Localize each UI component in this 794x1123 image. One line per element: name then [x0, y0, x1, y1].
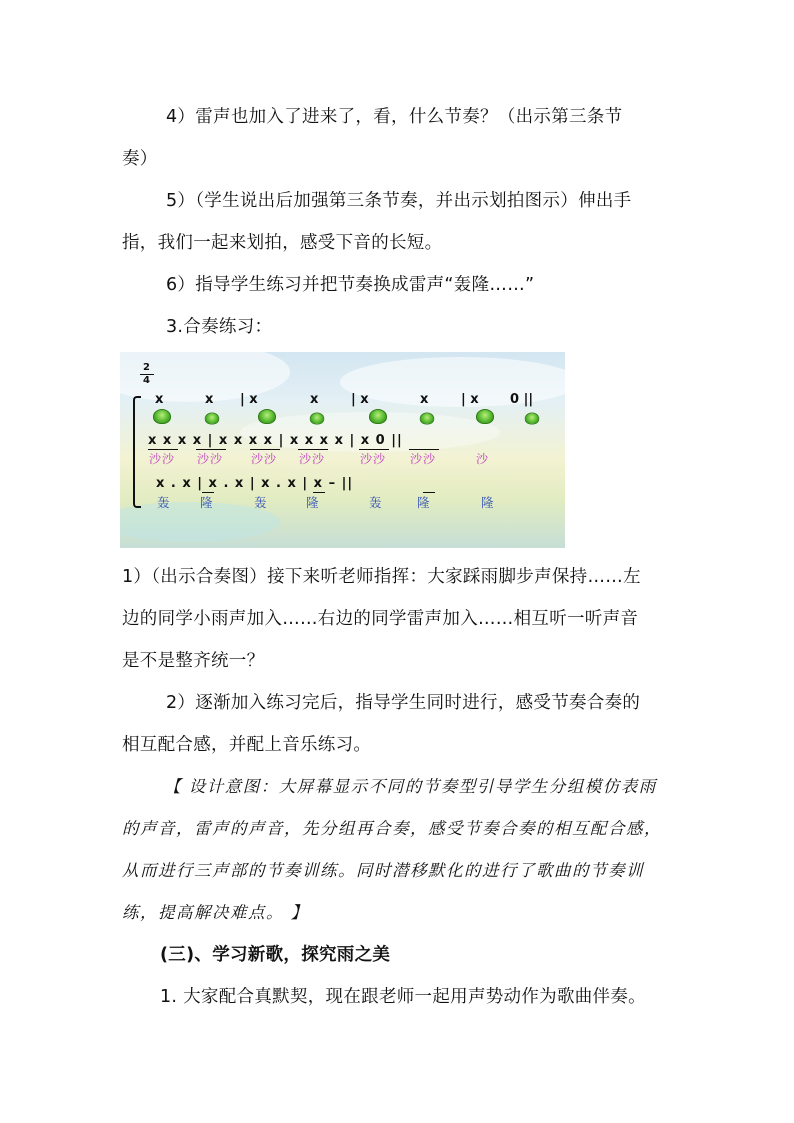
design-intent-line-2: 的声音，雷声的声音，先分组再合奏，感受节奏合奏的相互配合感， — [122, 819, 662, 838]
row1-note: x — [420, 392, 429, 407]
design-intent-line-4: 练，提高解决难点。 】 — [122, 903, 309, 922]
thunder-word: 轰 — [157, 495, 170, 510]
section-heading-3: (三)、学习新歌，探究雨之美 — [160, 945, 391, 965]
step-2-line-1: 2）逐渐加入练习完后，指导学生同时进行，感受节奏合奏的 — [166, 693, 641, 713]
row3-rhythm: x . x | x . x | x . x | x – || — [156, 476, 354, 491]
row1-note: | x — [351, 392, 369, 407]
row1-note: x — [155, 392, 164, 407]
step-5-line-1: 5）（学生说出后加强第三条节奏，并出示划拍图示）伸出手 — [166, 191, 632, 211]
leaf-icon — [258, 409, 276, 424]
step-6-line: 6）指导学生练习并把节奏换成雷声“轰隆……” — [166, 275, 535, 295]
rain-word: 沙沙 — [299, 452, 326, 466]
thunder-word: 隆 — [417, 495, 430, 510]
leaf-icon — [310, 413, 324, 425]
rain-word: 沙沙 — [410, 452, 437, 466]
row1-note: x — [310, 392, 319, 407]
score-brace — [133, 396, 141, 508]
step-5-line-2: 指，我们一起来划拍，感受下音的长短。 — [122, 233, 443, 253]
leaf-icon — [476, 409, 494, 424]
leaf-icon — [420, 413, 434, 425]
ensemble-score-image — [120, 352, 565, 548]
step-1-line-3: 是不是整齐统一？ — [122, 651, 265, 671]
leaf-icon — [205, 413, 219, 425]
new-song-step-1: 1. 大家配合真默契，现在跟老师一起用声势动作为歌曲伴奏。 — [160, 987, 646, 1007]
thunder-word: 轰 — [254, 495, 267, 510]
row1-note: | x — [240, 392, 258, 407]
thunder-word: 隆 — [306, 495, 319, 510]
thunder-word: 轰 — [369, 495, 382, 510]
step-1-line-2: 边的同学小雨声加入……右边的同学雷声加入……相互听一听声音 — [122, 609, 639, 629]
design-intent-line-1: 【 设计意图：大屏幕显示不同的节奏型引导学生分组模仿表雨 — [164, 777, 657, 796]
row1-note: | x — [461, 392, 479, 407]
thunder-word: 隆 — [481, 495, 494, 510]
rain-word: 沙 — [476, 452, 490, 466]
row2-rhythm: x x x x | x x x x | x x x x | x 0 || — [148, 433, 403, 448]
rain-word: 沙沙 — [149, 452, 176, 466]
step-2-line-2: 相互配合感，并配上音乐练习。 — [122, 735, 372, 755]
rain-word: 沙沙 — [197, 452, 224, 466]
leaf-icon — [369, 409, 387, 424]
time-signature-top: 2 — [143, 362, 150, 373]
rain-word: 沙沙 — [251, 452, 278, 466]
step-4-line-1: 4）雷声也加入了进来了，看，什么节奏？（出示第三条节 — [166, 107, 623, 127]
rain-word: 沙沙 — [360, 452, 387, 466]
leaf-icon — [153, 409, 171, 424]
leaf-icon — [525, 413, 539, 425]
section-3-heading: 3.合奏练习： — [166, 317, 273, 337]
design-intent-line-3: 从而进行三声部的节奏训练。同时潜移默化的进行了歌曲的节奏训 — [122, 861, 644, 880]
row1-note: 0 || — [510, 392, 534, 407]
step-1-line-1: 1）（出示合奏图）接下来听老师指挥：大家踩雨脚步声保持……左 — [122, 567, 641, 587]
row1-note: x — [205, 392, 214, 407]
thunder-word: 隆 — [200, 495, 213, 510]
time-signature-bottom: 4 — [143, 375, 150, 386]
step-4-line-2: 奏） — [122, 149, 158, 169]
